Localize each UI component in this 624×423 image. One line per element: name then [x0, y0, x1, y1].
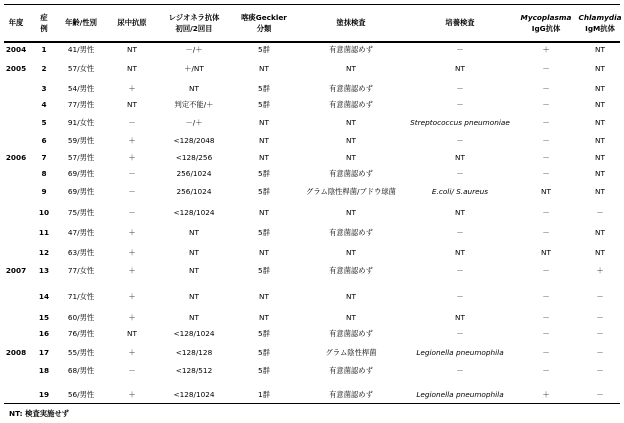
table-bottom-rule	[4, 403, 620, 404]
cell-legionella-antibody: <128/1024	[173, 208, 215, 217]
cell-smear: 有意菌認めず	[329, 366, 373, 375]
cell-mycoplasma: －	[542, 329, 550, 338]
cell-age-sex: 69/男性	[67, 169, 95, 178]
cell-age-sex: 91/女性	[67, 118, 95, 127]
cell-chlamydia: NT	[595, 169, 605, 178]
cell-legionella-antibody: ＋/NT	[184, 64, 204, 73]
cell-geckler: 5群	[258, 266, 270, 275]
cell-urine-antigen: ＋	[128, 84, 136, 93]
cell-legionella-antibody: NT	[189, 228, 199, 237]
cell-age-sex: 69/男性	[67, 187, 95, 196]
cell-chlamydia: NT	[595, 136, 605, 145]
cell-year: 2004	[5, 45, 27, 54]
table-header-rule	[4, 41, 620, 43]
cell-legionella-antibody: 256/1024	[176, 187, 212, 196]
cell-geckler: NT	[259, 313, 269, 322]
cell-geckler: 5群	[258, 348, 270, 357]
cell-mycoplasma: NT	[541, 248, 551, 257]
cell-mycoplasma: －	[542, 208, 550, 217]
cell-mycoplasma: －	[542, 366, 550, 375]
cell-culture: －	[456, 228, 464, 237]
cell-case: 17	[38, 348, 50, 357]
cell-case: 4	[41, 100, 47, 109]
cell-urine-antigen: ＋	[128, 136, 136, 145]
cell-legionella-antibody: NT	[189, 292, 199, 301]
cell-culture: －	[456, 292, 464, 301]
cell-urine-antigen: NT	[127, 329, 137, 338]
cell-chlamydia: －	[596, 329, 604, 338]
cell-smear: NT	[346, 292, 356, 301]
cell-mycoplasma: －	[542, 266, 550, 275]
cell-smear: NT	[346, 64, 356, 73]
cell-culture: －	[456, 329, 464, 338]
cell-geckler: 1群	[258, 390, 270, 399]
cell-culture: Streptococcus pneumoniae	[410, 118, 510, 127]
cell-urine-antigen: ＋	[128, 292, 136, 301]
cell-smear: グラム陰性桿菌/ブドウ球菌	[306, 187, 396, 196]
cell-geckler: NT	[259, 118, 269, 127]
cell-culture: NT	[455, 153, 465, 162]
header-geckler-sub: 分類	[256, 24, 272, 33]
cell-age-sex: 47/男性	[67, 228, 95, 237]
cell-geckler: 5群	[258, 228, 270, 237]
cell-chlamydia: －	[596, 348, 604, 357]
cell-legionella-antibody: <128/128	[175, 348, 213, 357]
cell-case: 16	[38, 329, 50, 338]
cell-urine-antigen: ＋	[128, 313, 136, 322]
header-geckler: 喀痰Geckler	[241, 13, 287, 22]
cell-mycoplasma: －	[542, 313, 550, 322]
cell-geckler: NT	[259, 153, 269, 162]
cell-legionella-antibody: <128/2048	[173, 136, 215, 145]
cell-smear: 有意菌認めず	[329, 169, 373, 178]
cell-case: 7	[41, 153, 47, 162]
cell-culture: NT	[455, 64, 465, 73]
header-age-sex: 年齢/性別	[65, 18, 97, 27]
cell-smear: NT	[346, 208, 356, 217]
cell-mycoplasma: －	[542, 169, 550, 178]
cell-case: 18	[38, 366, 50, 375]
cell-urine-antigen: －	[128, 366, 136, 375]
cell-chlamydia: －	[596, 390, 604, 399]
cell-case: 12	[38, 248, 50, 257]
cell-chlamydia: NT	[595, 100, 605, 109]
cell-geckler: 5群	[258, 100, 270, 109]
cell-legionella-antibody: －/＋	[185, 118, 203, 127]
cell-age-sex: 75/男性	[67, 208, 95, 217]
cell-culture: －	[456, 100, 464, 109]
cell-smear: 有意菌認めず	[329, 84, 373, 93]
cell-chlamydia: NT	[595, 84, 605, 93]
cell-smear: 有意菌認めず	[329, 100, 373, 109]
cell-age-sex: 41/男性	[67, 45, 95, 54]
cell-age-sex: 68/男性	[67, 366, 95, 375]
cell-case: 3	[41, 84, 47, 93]
cell-smear: 有意菌認めず	[329, 329, 373, 338]
cell-culture: Legionella pneumophila	[416, 348, 504, 357]
cell-year: 2005	[5, 64, 27, 73]
header-mycoplasma-sub: IgG抗体	[531, 24, 561, 33]
cell-smear: NT	[346, 118, 356, 127]
cell-case: 19	[38, 390, 50, 399]
cell-urine-antigen: －	[128, 169, 136, 178]
header-smear: 塗抹検査	[336, 18, 366, 27]
cell-geckler: NT	[259, 208, 269, 217]
cell-smear: NT	[346, 313, 356, 322]
cell-mycoplasma: －	[542, 153, 550, 162]
cell-age-sex: 59/男性	[67, 136, 95, 145]
cell-culture: Legionella pneumophila	[416, 390, 504, 399]
cell-smear: 有意菌認めず	[329, 228, 373, 237]
cell-case: 14	[38, 292, 50, 301]
cell-smear: NT	[346, 153, 356, 162]
cell-age-sex: 63/男性	[67, 248, 95, 257]
cell-year: 2008	[5, 348, 27, 357]
cell-chlamydia: NT	[595, 64, 605, 73]
cell-mycoplasma: －	[542, 136, 550, 145]
cell-chlamydia: －	[596, 292, 604, 301]
cell-smear: NT	[346, 248, 356, 257]
cell-chlamydia: －	[596, 208, 604, 217]
cell-chlamydia: ＋	[596, 266, 604, 275]
cell-culture: E.coli/ S.aureus	[431, 187, 489, 196]
cell-legionella-antibody: NT	[189, 248, 199, 257]
cell-urine-antigen: －	[128, 208, 136, 217]
cell-legionella-antibody: 256/1024	[176, 169, 212, 178]
cell-mycoplasma: －	[542, 64, 550, 73]
cell-geckler: NT	[259, 248, 269, 257]
cell-case: 6	[41, 136, 47, 145]
cell-case: 10	[38, 208, 50, 217]
cell-urine-antigen: －	[128, 187, 136, 196]
cell-urine-antigen: NT	[127, 64, 137, 73]
cell-mycoplasma: －	[542, 118, 550, 127]
cell-geckler: 5群	[258, 84, 270, 93]
cell-case: 1	[41, 45, 47, 54]
cell-legionella-antibody: <128/256	[175, 153, 213, 162]
cell-case: 9	[41, 187, 47, 196]
cell-chlamydia: NT	[595, 153, 605, 162]
cell-chlamydia: NT	[595, 187, 605, 196]
cell-case: 15	[38, 313, 50, 322]
cell-age-sex: 71/女性	[67, 292, 95, 301]
cell-geckler: 5群	[258, 187, 270, 196]
cell-smear: 有意菌認めず	[329, 266, 373, 275]
cell-mycoplasma: －	[542, 84, 550, 93]
header-chlamydia-sub: IgM抗体	[585, 24, 615, 33]
cell-age-sex: 57/女性	[67, 64, 95, 73]
cell-year: 2006	[5, 153, 27, 162]
cell-chlamydia: －	[596, 313, 604, 322]
cell-smear: グラム陰性桿菌	[325, 348, 377, 357]
header-urine-antigen: 尿中抗原	[117, 18, 147, 27]
cell-legionella-antibody: 判定不能/＋	[174, 100, 214, 109]
header-mycoplasma: Mycoplasma	[520, 13, 572, 22]
header-case-sub: 例	[40, 24, 48, 33]
cell-culture: －	[456, 45, 464, 54]
cell-legionella-antibody: NT	[189, 266, 199, 275]
cell-chlamydia: NT	[595, 45, 605, 54]
cell-culture: NT	[455, 208, 465, 217]
cell-age-sex: 77/男性	[67, 100, 95, 109]
cell-age-sex: 54/男性	[67, 84, 95, 93]
header-year: 年度	[8, 18, 24, 27]
cell-age-sex: 60/男性	[67, 313, 95, 322]
cell-geckler: NT	[259, 292, 269, 301]
cell-legionella-antibody: NT	[189, 313, 199, 322]
cell-geckler: 5群	[258, 45, 270, 54]
header-culture: 培養検査	[445, 18, 475, 27]
cell-smear: NT	[346, 136, 356, 145]
cell-culture: NT	[455, 248, 465, 257]
cell-case: 11	[38, 228, 50, 237]
cell-age-sex: 77/女性	[67, 266, 95, 275]
cell-legionella-antibody: <128/1024	[173, 329, 215, 338]
cell-age-sex: 57/男性	[67, 153, 95, 162]
cell-urine-antigen: ＋	[128, 348, 136, 357]
cell-urine-antigen: ＋	[128, 390, 136, 399]
cell-culture: －	[456, 84, 464, 93]
cell-case: 2	[41, 64, 47, 73]
header-legionella-antibody-sub: 初回/2回目	[175, 24, 213, 33]
cell-mycoplasma: －	[542, 292, 550, 301]
cell-mycoplasma: －	[542, 100, 550, 109]
cell-age-sex: 76/男性	[67, 329, 95, 338]
footnote: NT: 検査実施せず	[9, 409, 69, 418]
cell-legionella-antibody: NT	[189, 84, 199, 93]
cell-chlamydia: NT	[595, 248, 605, 257]
cell-urine-antigen: ＋	[128, 228, 136, 237]
cell-mycoplasma: NT	[541, 187, 551, 196]
cell-urine-antigen: ＋	[128, 266, 136, 275]
cell-culture: －	[456, 136, 464, 145]
cell-mycoplasma: ＋	[542, 45, 550, 54]
cell-mycoplasma: ＋	[542, 390, 550, 399]
header-case: 症	[40, 13, 48, 22]
cell-age-sex: 55/男性	[67, 348, 95, 357]
cell-year: 2007	[5, 266, 27, 275]
cell-chlamydia: NT	[595, 228, 605, 237]
cell-smear: 有意菌認めず	[329, 390, 373, 399]
cell-culture: －	[456, 266, 464, 275]
header-chlamydia: Chlamydia	[578, 13, 622, 22]
cell-geckler: 5群	[258, 169, 270, 178]
cell-culture: NT	[455, 313, 465, 322]
cell-mycoplasma: －	[542, 348, 550, 357]
cell-culture: －	[456, 169, 464, 178]
cell-case: 13	[38, 266, 50, 275]
cell-case: 5	[41, 118, 47, 127]
cell-urine-antigen: NT	[127, 100, 137, 109]
cell-case: 8	[41, 169, 47, 178]
cell-legionella-antibody: <128/512	[175, 366, 213, 375]
cell-mycoplasma: －	[542, 228, 550, 237]
cell-geckler: NT	[259, 64, 269, 73]
cell-urine-antigen: ＋	[128, 153, 136, 162]
cell-urine-antigen: －	[128, 118, 136, 127]
cell-chlamydia: NT	[595, 118, 605, 127]
cell-chlamydia: －	[596, 366, 604, 375]
cell-urine-antigen: ＋	[128, 248, 136, 257]
cell-legionella-antibody: －/＋	[185, 45, 203, 54]
cell-geckler: 5群	[258, 329, 270, 338]
header-legionella-antibody: レジオネラ抗体	[168, 13, 220, 22]
cell-age-sex: 56/男性	[67, 390, 95, 399]
cell-legionella-antibody: <128/1024	[173, 390, 215, 399]
cell-geckler: NT	[259, 136, 269, 145]
cell-culture: －	[456, 366, 464, 375]
table-top-rule	[4, 4, 620, 5]
cell-geckler: 5群	[258, 366, 270, 375]
cell-smear: 有意菌認めず	[329, 45, 373, 54]
cell-urine-antigen: NT	[127, 45, 137, 54]
